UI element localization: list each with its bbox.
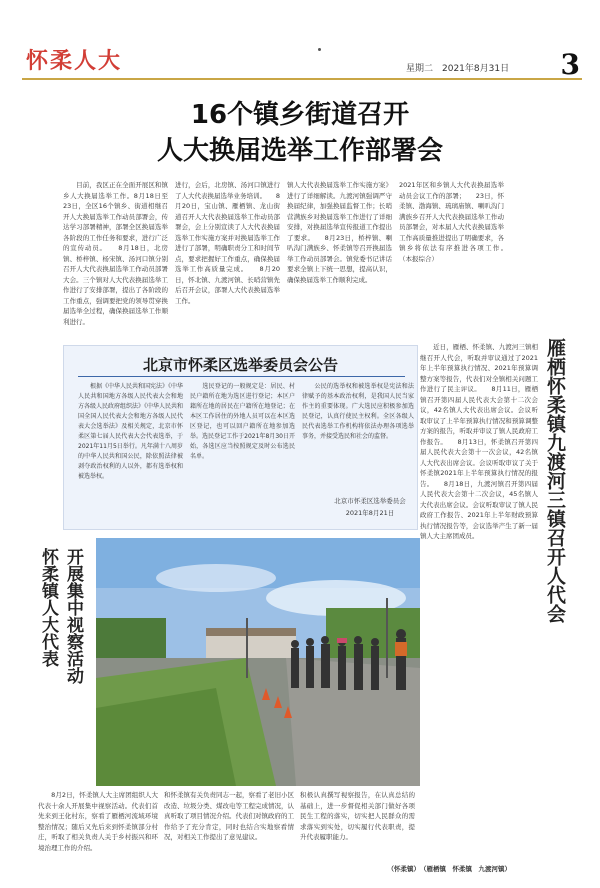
inspection-photo	[96, 538, 420, 786]
left-feature-title-main: 开展集中视察活动	[63, 548, 83, 684]
headline-line-2: 人大换届选举工作部署会	[156, 136, 443, 166]
notice-title: 北京市怀柔区选举委员会公告	[142, 356, 338, 374]
main-headline	[80, 97, 520, 169]
left-feature-body-1: 8月2日，怀柔镇人大主席团组织人大代表十余人开展集中视察活动。代表们首先来到王化村东，察看了雁栖河流域环境整治情况；随后又先后来到怀柔镇部分村庄，听取了相关负责人关于乡村振兴和环境治理工作的介绍。	[38, 791, 158, 852]
issue-date: 星期二 2021年8月31日	[406, 64, 510, 74]
left-feature-body-3: 积极认真撰写视察报告，在认真总结的基础上，进一步督促相关部门做好各项民生工程的落实，切实把人民群众的需求落实到实处，切实履行代表职责，提升代表履职能力。	[300, 791, 415, 841]
right-feature-title: 雁栖怀柔镇九渡河三镇召开人代会	[544, 338, 566, 623]
notice-signature: 北京市怀柔区选举委员会	[334, 497, 406, 505]
top-article-col-1: 目前，我区正在全面开展区和镇乡人大换届选举工作。8月18日至23日，全区16个镇乡、街道相继召开人大换届选举工作动员部署会，传达学习部署精神，部署全区换届选举各阶段的工作任务和要求，进行广泛的宣传动员。 8月18日，北房镇、桥梓镇、杨宋镇、汤河口镇分别召开人大代表换届选举工作动员部署大会。三个镇对人大代表换届选举工作进行了安排部署，提出了各阶段的工作重点，强调要把党的领导贯穿换届选举全过程，确保换届选举工作顺利进行。	[63, 181, 168, 326]
photo-illustration	[96, 538, 420, 786]
notice-sign-date: 2021年8月21日	[345, 509, 395, 517]
page-number: 3	[560, 48, 580, 81]
decorative-dot	[318, 48, 321, 51]
notice-col-3: 公民的选举权和被选举权是宪法和法律赋予的基本政治权利，是我国人民当家作主的重要体现。广大选民应积极参加选民登记，认真行使民主权利。全区各级人民代表选举工作机构将依法办理各项选举事务，并接受选民和社会的监督。	[302, 383, 414, 440]
top-article-col-3: 镇人大代表换届选举工作实施方案》进行了详细解读。九渡河镇强调严守换届纪律，加强换届监督工作；长哨营满族乡对换届选举工作进行了详细安排，对换届选举宣传报道工作提出了要求。 8月23日，桥梓镇、喇叭沟门满族乡、怀柔镇等召开换届选举工作动员部署会。镇党委书记讲话要求全镇上下统一思想，提高认识，确保换届选举工作顺利完成。	[287, 181, 392, 284]
notice-col-1: 根据《中华人民共和国宪法》《中华人民共和国地方各级人民代表大会和地方各级人民政府组织法》《中华人民共和国全国人民代表大会和地方各级人民代表大会选举法》及相关规定，北京市怀柔区第七届人民代表大会代表选举，于2021年11月5日举行。凡年满十八周岁的中华人民共和国公民，除依照法律被剥夺政治权利的人以外，都有选举权和被选举权。	[78, 383, 184, 480]
right-feature-body: 近日，雁栖、怀柔镇、九渡河三镇相继召开人代会，听取并审议通过了2021年上半年预算执行情况、2021年预算调整方案等报告，代表们对全镇相关问题工作进行了民主评议。 8月11日，雁栖镇召开第四届人民代表大会第十二次会议，42名镇人大代表出席会议。会议听取审议了上半年预算执行情况和预算调整方案的报告，听取并审议了镇人民政府工作报告。 8月13日，怀柔镇召开第四届人民代表大会第十一次会议，42名镇人大代表出席会议。会议听取审议了关于怀柔镇2021年上半年预算执行情况的报告。 8月18日，九渡河镇召开第四届人民代表大会第十二次会议，45名镇人大代表出席会议。会议听取审议了镇人民政府工作报告、2021年上半年财政预算执行情况报告等，会议选举产生了新一届镇人大主席团成员。	[420, 343, 538, 540]
notice-col-2: 选民登记的一般规定是：居民、村民户籍所在地为选区进行登记；本区户籍所在地的居民在户籍所在地登记；在本区工作居住的外地人员可以在本区选区登记，也可以回户籍所在地参加选举。选民登记工作于2021年8月30日开始，各选区应当按照规定及时公布选民名单。	[190, 383, 295, 460]
notice-divider	[78, 376, 405, 377]
top-article-col-2: 进行，会后，北房镇、汤河口镇进行了人大代表换届选举业务培训。 8月20日，宝山镇、雁栖镇、龙山街道召开人大代表换届选举工作动员部署会，会上分别宣读了人大代表换届选举工作实施方案并对换届选举工作进行了部署，明确职责分工和时间节点，要求把握好工作重点，确保换届选举工作高质量完成。 8月20日，怀北镇、九渡河镇、长哨营镇先后召开会议，部署人大代表换届选举工作。	[175, 181, 280, 305]
newspaper-logo: 怀柔人大	[26, 48, 123, 74]
headline-line-1: 16个镇乡街道召开	[190, 100, 410, 130]
masthead	[22, 36, 582, 80]
left-feature-credit: （怀柔镇）	[387, 865, 420, 873]
top-article-col-4: 2021年区和乡镇人大代表换届选举动员会议工作的部署； 23日，怀柔镇、渤海镇、琉璃庙镇、喇叭沟门满族乡召开人大代表换届选举工作动员部署会，对本届人大代表换届选举工作高质量推进提出了明确要求，各镇乡将依法有序推进各项工作。 （本报综合）	[399, 181, 517, 263]
left-feature-title-sub: 怀柔镇人大代表	[38, 548, 58, 667]
right-feature-credit: （雁栖镇 怀柔镇 九渡河镇）	[420, 865, 511, 873]
election-notice-box	[63, 345, 418, 530]
left-feature-body-2: 和怀柔镇有关负责同志一起，察看了老旧小区改造、垃圾分类、煤改电等工程完成情况，认真听取了项目情况介绍。代表们对镇政府的工作给予了充分肯定，同时也结合实地察看情况，对相关工作提出了意见建议。	[164, 791, 294, 841]
